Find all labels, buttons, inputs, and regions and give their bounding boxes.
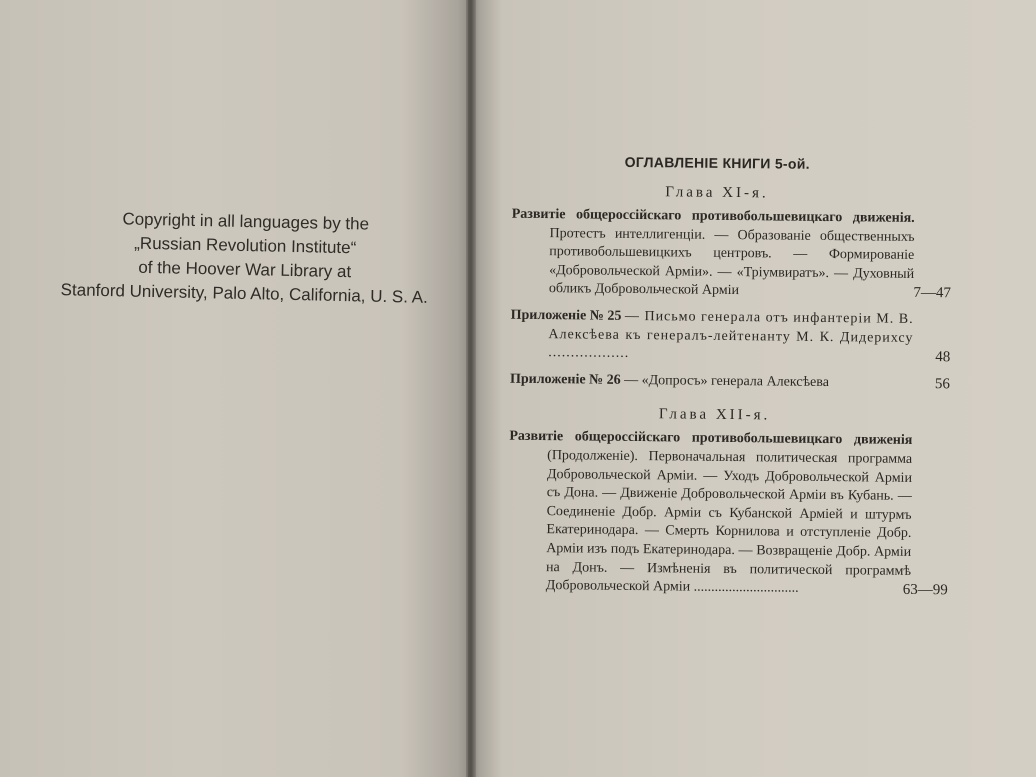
copyright-line: Copyright in all languages by the bbox=[122, 209, 370, 234]
toc-entry bbox=[510, 370, 950, 393]
left-page bbox=[0, 0, 472, 777]
toc-entry-text bbox=[511, 206, 915, 303]
toc-page-number: 48 bbox=[935, 349, 951, 366]
copyright-line: Stanford University, Palo Alto, California, U. S. A. bbox=[60, 280, 429, 307]
toc-entry-description: — Письмо генерала отъ инфантеріи М. В. Алексѣева къ генералъ-лейтенанту М. К. Дидерихсу .................. bbox=[548, 308, 914, 362]
toc-entry-description: — «Допросъ» генерала Алексѣева bbox=[624, 372, 830, 390]
toc-page-number: 63—99 bbox=[902, 581, 948, 599]
toc-entry-description: Протестъ интеллигенціи. — Образованіе общественныхъ противобольшевицкихъ центровъ. — Формированіе «Добровольческой Арміи». — «Тріумвиратъ». — Духовный обликъ Добровольческой Арміи bbox=[548, 225, 915, 299]
copyright-line: „Russian Revolution Institute“ bbox=[134, 233, 357, 258]
toc-entry-lead: Развитіе общероссійскаго противобольшевицкаго движенія bbox=[509, 429, 913, 449]
toc-entry bbox=[510, 307, 951, 367]
copyright-line: of the Hoover War Library at bbox=[138, 257, 352, 282]
toc-entry-text bbox=[510, 307, 914, 367]
toc-page-number: 7—47 bbox=[913, 285, 952, 302]
toc-entry-lead: Приложеніе № 25 bbox=[510, 307, 622, 324]
toc-page-number: 56 bbox=[934, 375, 951, 393]
toc-entry-lead: Приложеніе № 26 bbox=[509, 371, 621, 388]
toc-entry-text bbox=[510, 370, 875, 392]
copyright-notice bbox=[39, 206, 451, 311]
chapter-heading: Глава XII-я. bbox=[658, 406, 771, 424]
toc-entry-lead: Развитіе общероссійскаго противобольшевицкаго движенія. bbox=[511, 206, 915, 226]
toc-entry bbox=[511, 206, 952, 304]
toc-entry-text bbox=[508, 428, 913, 600]
chapter-heading: Глава XI-я. bbox=[665, 184, 769, 202]
table-of-contents bbox=[508, 153, 953, 608]
toc-title: ОГЛАВЛЕНІЕ КНИГИ 5-ой. bbox=[624, 153, 810, 172]
toc-entry bbox=[508, 428, 950, 600]
toc-entry-description: (Продолженіе). Первоначальная политическая программа Добровольческой Арміи. — Уходъ Добровольческой Арміи съ Дона. — Движеніе Добровольческой Арміи въ Кубань. — Соединеніе Добр. Арміи съ Кубанской Арміей и штурмъ Екатеринодара. — Смерть Корнилова и отступленіе Добр. Арміи изъ подъ Екатеринодара. — Возвращеніе Добр. Арміи на Донъ. — Измѣненія въ политической программѣ Добровольческой Арміи .............................. bbox=[545, 448, 913, 596]
book-gutter bbox=[466, 0, 476, 777]
